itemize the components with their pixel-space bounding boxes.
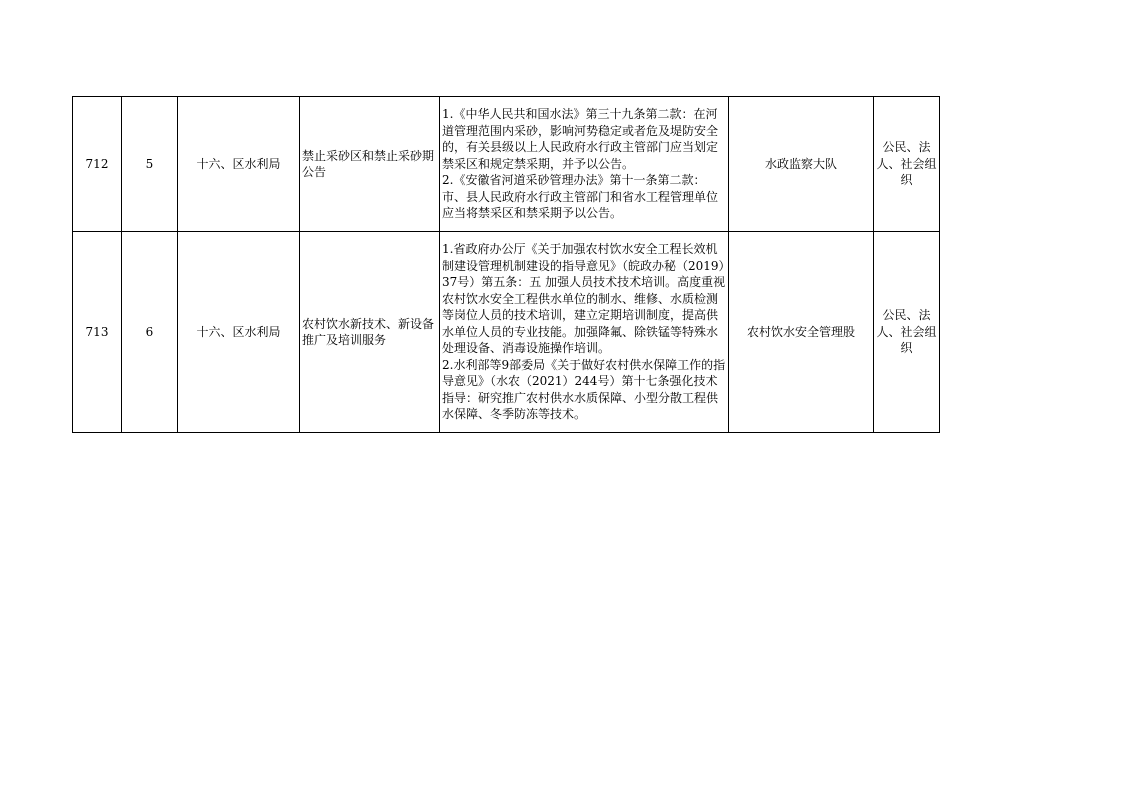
basis-line: 2.《安徽省河道采砂管理办法》第十一条第二款：市、县人民政府水行政主管部门和省水工程管理单位应当将禁采区和禁采期予以公告。: [442, 173, 719, 221]
service-items-table: [72, 96, 940, 433]
seq-cell: 713: [73, 232, 122, 433]
responsible-unit-cell: 水政监察大队: [729, 97, 874, 232]
seq-cell: 712: [73, 97, 122, 232]
item-name-cell: 禁止采砂区和禁止采砂期公告: [300, 97, 440, 232]
item-name-cell: 农村饮水新技术、新设备推广及培训服务: [300, 232, 440, 433]
table-row: [73, 232, 940, 433]
basis-line: 1.省政府办公厅《关于加强农村饮水安全工程长效机制建设管理机制建设的指导意见》（皖政办秘（2019）37号）第五条：五 加强人员技术技术培训。高度重视农村饮水安全工程供水单位的制水、维修、水质检测等岗位人员的技术培训，建立定期培训制度，提高供水单位人员的专业技能。加强降氟、除铁锰等特殊水处理设备、消毒设施操作培训。: [442, 242, 726, 356]
sub-seq-cell: 6: [122, 232, 178, 433]
service-object-cell: 公民、法人、社会组织: [874, 97, 940, 232]
basis-line: 2.水利部等9部委局《关于做好农村供水保障工作的指导意见》（水农（2021）244号）第十七条强化技术指导：研究推广农村供水水质保障、小型分散工程供水保障、冬季防冻等技术。: [442, 357, 726, 422]
service-object-cell: 公民、法人、社会组织: [874, 232, 940, 433]
responsible-unit-cell: 农村饮水安全管理股: [729, 232, 874, 433]
table-row: [73, 97, 940, 232]
department-cell: 十六、区水利局: [178, 232, 300, 433]
department-cell: 十六、区水利局: [178, 97, 300, 232]
basis-line: 1.《中华人民共和国水法》第三十九条第二款：在河道管理范围内采砂，影响河势稳定或者危及堤防安全的，有关县级以上人民政府水行政主管部门应当划定禁采区和规定禁采期，并予以公告。: [442, 107, 719, 171]
basis-cell: [440, 97, 729, 232]
basis-cell: [440, 232, 729, 433]
sub-seq-cell: 5: [122, 97, 178, 232]
